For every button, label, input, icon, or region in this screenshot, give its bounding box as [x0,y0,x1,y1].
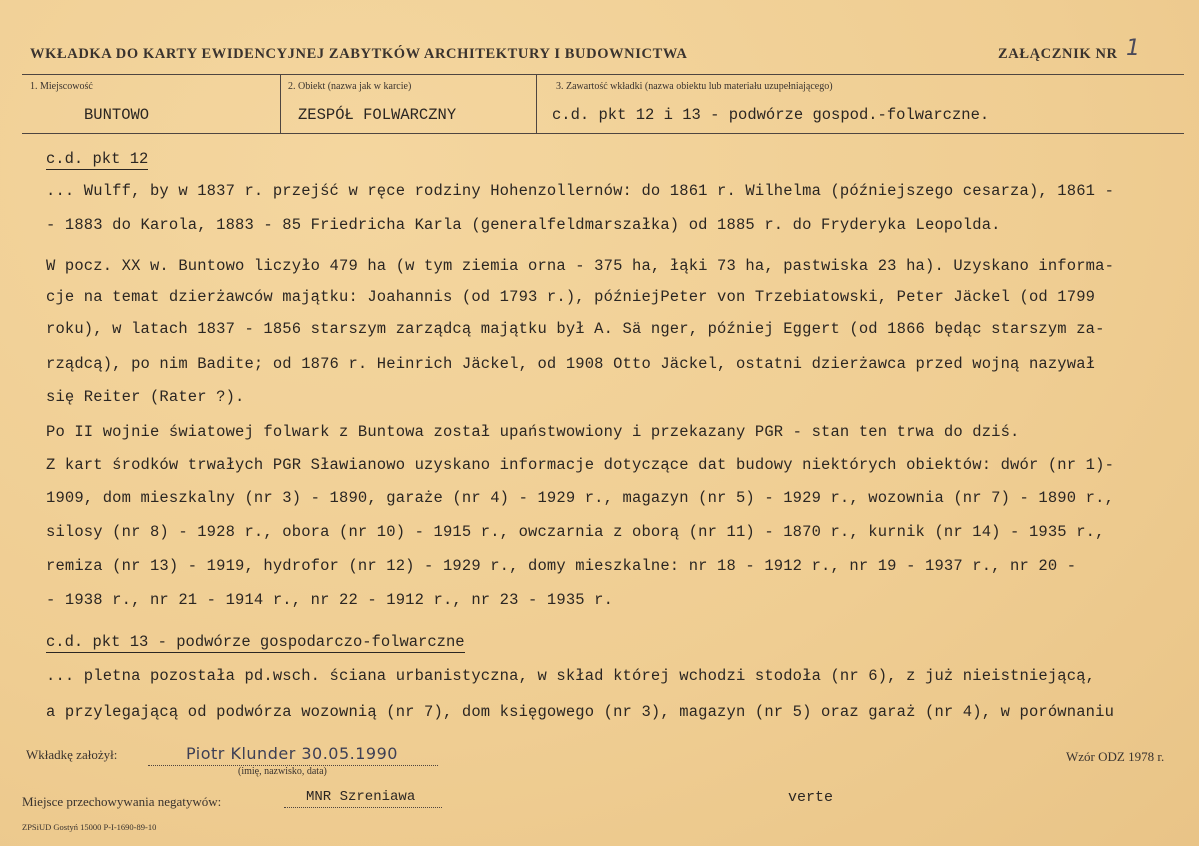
author-value: Piotr Klunder 30.05.1990 [186,744,398,763]
section1-line: remiza (nr 13) - 1919, hydrofor (nr 12) - 1929 r., domy mieszkalne: nr 18 - 1912 r., nr 19 - 1937 r., nr 20 - [46,557,1077,575]
author-label: Wkładkę założył: [26,747,118,762]
section2-line: ... pletna pozostała pd.wsch. ściana urbanistyczna, w skład której wchodzi stodoła (nr 6), z już nieistniejącą, [46,667,1096,685]
field-value-locality: BUNTOWO [84,106,150,124]
section1-line: W pocz. XX w. Buntowo liczyło 479 ha (w tym ziemia orna - 375 ha, łąki 73 ha, pastwiska 23 ha). Uzyskano informa- [46,257,1115,275]
author-hint: (imię, nazwisko, data) [238,766,327,777]
field-divider-2 [536,74,537,133]
print-code: ZPSiUD Gostyń 15000 P-I-1690-89-10 [22,822,157,832]
section1-line: roku), w latach 1837 - 1856 starszym zarządcą majątku był A. Sä nger, później Eggert (od 1866 będąc starszym za- [46,320,1105,338]
annex-label: ZAŁĄCZNIK NR [998,46,1118,62]
verte-label: verte [788,789,834,806]
field-value-object: ZESPÓŁ FOLWARCZNY [298,106,457,124]
field-label-locality: 1. Miejscowość [30,81,93,92]
header-rule-top [22,74,1184,75]
section1-line: - 1938 r., nr 21 - 1914 r., nr 22 - 1912 r., nr 23 - 1935 r. [46,591,614,609]
field-label-object: 2. Obiekt (nazwa jak w karcie) [288,81,412,92]
field-divider-1 [280,74,281,133]
section1-line: Z kart środków trwałych PGR Sławianowo uzyskano informacje dotyczące dat budowy niektórych obiektów: dwór (nr 1)- [46,456,1115,474]
section1-heading: c.d. pkt 12 [46,150,149,168]
section2-line: a przylegającą od podwórza wozownią (nr 7), dom księgowego (nr 3), magazyn (nr 5) oraz garaż (nr 4), w porównaniu [46,703,1115,721]
section2-heading: c.d. pkt 13 - podwórze gospodarczo-folwarczne [46,633,465,651]
field-label-content: 3. Zawartość wkładki (nazwa obiektu lub materiału uzupełniającego) [556,81,833,92]
form-title: WKŁADKA DO KARTY EWIDENCYJNEJ ZABYTKÓW ARCHITEKTURY I BUDOWNICTWA [30,46,688,62]
negatives-value: MNR Szreniawa [306,789,416,805]
section1-line: silosy (nr 8) - 1928 r., obora (nr 10) - 1915 r., owczarnia z oborą (nr 11) - 1870 r., kurnik (nr 14) - 1935 r., [46,523,1105,541]
header-rule-bottom [22,133,1184,134]
annex-number: 1 [1126,36,1140,61]
section1-line: - 1883 do Karola, 1883 - 85 Friedricha Karla (generalfeldmarszałka) od 1885 r. do Fryderyka Leopolda. [46,216,1001,234]
section1-line: Po II wojnie światowej folwark z Buntowa został upaństwowiony i przekazany PGR - stan ten trwa do dziś. [46,423,1020,441]
form-code: Wzór ODZ 1978 r. [1066,749,1165,764]
section1-line: ... Wulff, by w 1837 r. przejść w ręce rodziny Hohenzollernów: do 1861 r. Wilhelma (późniejszego cesarza), 1861 - [46,182,1115,200]
section1-line: się Reiter (Rater ?). [46,388,245,406]
section1-line: rządcą), po nim Badite; od 1876 r. Heinrich Jäckel, od 1908 Otto Jäckel, ostatni dzierżawca przed wojną nazywał [46,355,1096,373]
negatives-label: Miejsce przechowywania negatywów: [22,794,222,809]
negatives-dotted-line [284,807,442,808]
section1-line: cje na temat dzierżawców majątku: Joahannis (od 1793 r.), późniejPeter von Trzebiatowski, Peter Jäckel (od 1799 [46,288,1096,306]
section1-line: 1909, dom mieszkalny (nr 3) - 1890, garaże (nr 4) - 1929 r., magazyn (nr 5) - 1929 r., wozownia (nr 7) - 1890 r., [46,489,1115,507]
field-value-content: c.d. pkt 12 i 13 - podwórze gospod.-folwarczne. [552,106,990,124]
